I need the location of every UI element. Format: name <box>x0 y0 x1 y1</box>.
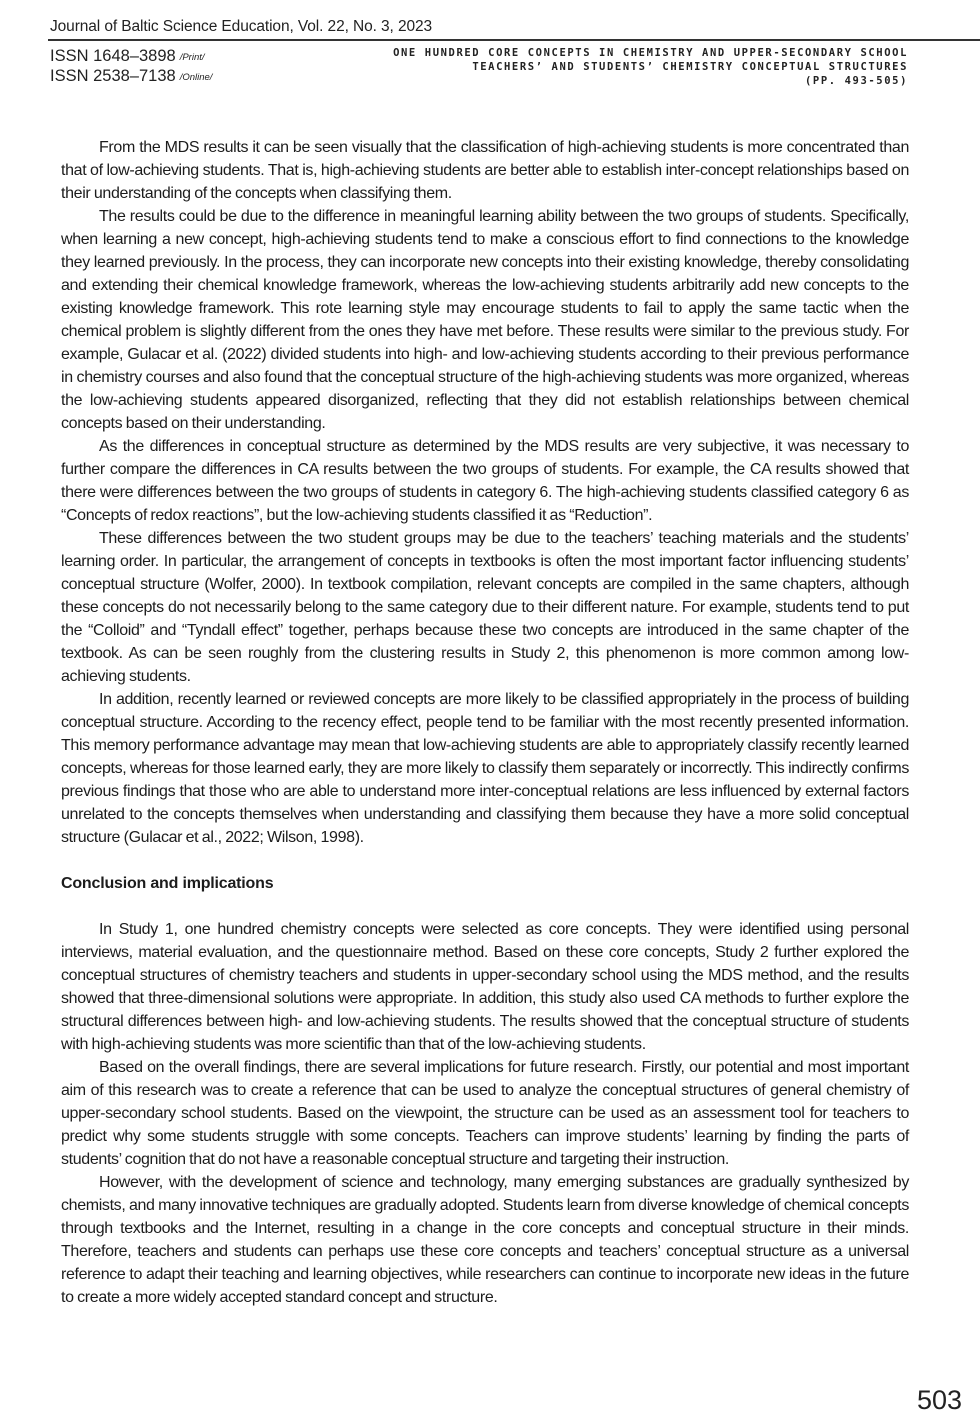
running-title-pages: (PP. 493-505) <box>805 75 908 87</box>
body-paragraph: These differences between the two student groups may be due to the teachers’ teaching materials and the students’ learning order. In particular, the arrangement of concepts in textbooks is often the most important factor influencing students’ conceptual structure (Wolfer, 2000). In textbook compilation, relevant concepts are compiled in the same chapters, although these concepts do not necessarily belong to the same category due to their different nature. For example, students tend to put the “Colloid” and “Tyndall effect” together, perhaps because these two concepts are introduced in the same chapter of the textbook. As can be seen roughly from the clustering results in Study 2, this phenomenon is more common among low-achieving students. <box>61 530 909 685</box>
section-heading: Conclusion and implications <box>61 875 274 892</box>
issn-block <box>50 46 212 86</box>
article-body <box>61 136 909 1309</box>
header-rule <box>48 39 980 41</box>
issn-online: ISSN 2538–7138 <box>50 67 176 85</box>
running-title <box>393 46 908 88</box>
page-number: 503 <box>916 1385 962 1415</box>
body-paragraph: However, with the development of science and technology, many emerging substances are gradually synthesized by chemists, and many innovative techniques are gradually adopted. Students learn from diverse knowledge of chemical concepts through textbooks and the Internet, resulting in a change in the core concepts and conceptual structure in their minds. Therefore, teachers and students can perhaps use these core concepts and teachers’ conceptual structure as a universal reference to adapt their teaching and learning objectives, while researchers can continue to incorporate new ideas in the future to create a more widely accepted standard concept and structure. <box>61 1174 909 1306</box>
body-paragraph: In Study 1, one hundred chemistry concepts were selected as core concepts. They were identified using personal interviews, material evaluation, and the questionnaire method. Based on these core concepts, Study 2 further explored the conceptual structures of chemistry teachers and students in upper-secondary school using the MDS method, and the results showed that three-dimensional solutions were appropriate. In addition, this study also used CA methods to further explore the structural differences between high- and low-achieving students. The results showed that the conceptual structure of students with high-achieving students was more scientific than that of the low-achieving students. <box>61 921 909 1053</box>
issn-online-suffix: /Online/ <box>179 72 213 83</box>
body-paragraph: The results could be due to the difference in meaningful learning ability between the two groups of students. Specifically, when learning a new concept, high-achieving students tend to make a conscious effort to find connections to the knowledge they learned previously. In the process, they can incorporate new concepts into their existing knowledge, thereby consolidating and extending their chemical knowledge framework, whereas the low-achieving students arbitrarily add new concepts to the existing knowledge framework. This rote learning style may encourage students to fail to apply the same tactic when the chemical problem is slightly different from the ones they have met before. These results were similar to the previous study. For example, Gulacar et al. (2022) divided students into high- and low-achieving students according to their previous performance in chemistry courses and also found that the conceptual structure of the high-achieving students was more organized, whereas the low-achieving students appeared disorganized, reflecting that they did not establish relationships between chemical concepts based on their understanding. <box>61 208 909 432</box>
issn-print: ISSN 1648–3898 <box>50 47 176 65</box>
body-paragraph: As the differences in conceptual structure as determined by the MDS results are very subjective, it was necessary to further compare the differences in CA results between the two groups of students. For example, the CA results showed that there were differences between the two groups of students in category 6. The high-achieving students classified category 6 as “Concepts of redox reactions”, but the low-achieving students classified it as “Reduction”. <box>61 438 909 524</box>
body-paragraph: From the MDS results it can be seen visually that the classification of high-achieving students is more concentrated than that of low-achieving students. That is, high-achieving students are better able to establish inter-concept relationships based on their understanding of the concepts when classifying them. <box>61 139 909 202</box>
body-paragraph: In addition, recently learned or reviewed concepts are more likely to be classified appropriately in the process of building conceptual structure. According to the recency effect, people tend to be familiar with the most recently presented information. This memory performance advantage may mean that low-achieving students are able to appropriately classify recently learned concepts, whereas for those learned early, they are more likely to classify them separately or incorrectly. This indirectly confirms previous findings that those who are able to understand more inter-conceptual relations are less influenced by external factors unrelated to the concepts themselves when understanding and classifying them because they have a more solid conceptual structure (Gulacar et al., 2022; Wilson, 1998). <box>61 691 909 846</box>
running-title-line-2: TEACHERS’ AND STUDENTS’ CHEMISTRY CONCEPTUAL STRUCTURES <box>472 61 908 73</box>
body-paragraph: Based on the overall findings, there are several implications for future research. Firstly, our potential and most important aim of this research was to create a reference that can be used to analyze the conceptual structures of general chemistry of upper-secondary school students. Based on the viewpoint, the structure can be used as an assessment tool for teachers to predict why some students struggle with some concepts. Teachers can improve students’ learning by finding the parts of students’ cognition that do not have a reasonable conceptual structure and targeting their instruction. <box>61 1059 909 1168</box>
issn-print-row <box>50 46 212 66</box>
running-title-line-1: ONE HUNDRED CORE CONCEPTS IN CHEMISTRY AND UPPER-SECONDARY SCHOOL <box>393 47 908 59</box>
issn-print-suffix: /Print/ <box>179 52 205 63</box>
journal-citation: Journal of Baltic Science Education, Vol. 22, No. 3, 2023 <box>50 18 433 35</box>
issn-online-row <box>50 66 212 86</box>
